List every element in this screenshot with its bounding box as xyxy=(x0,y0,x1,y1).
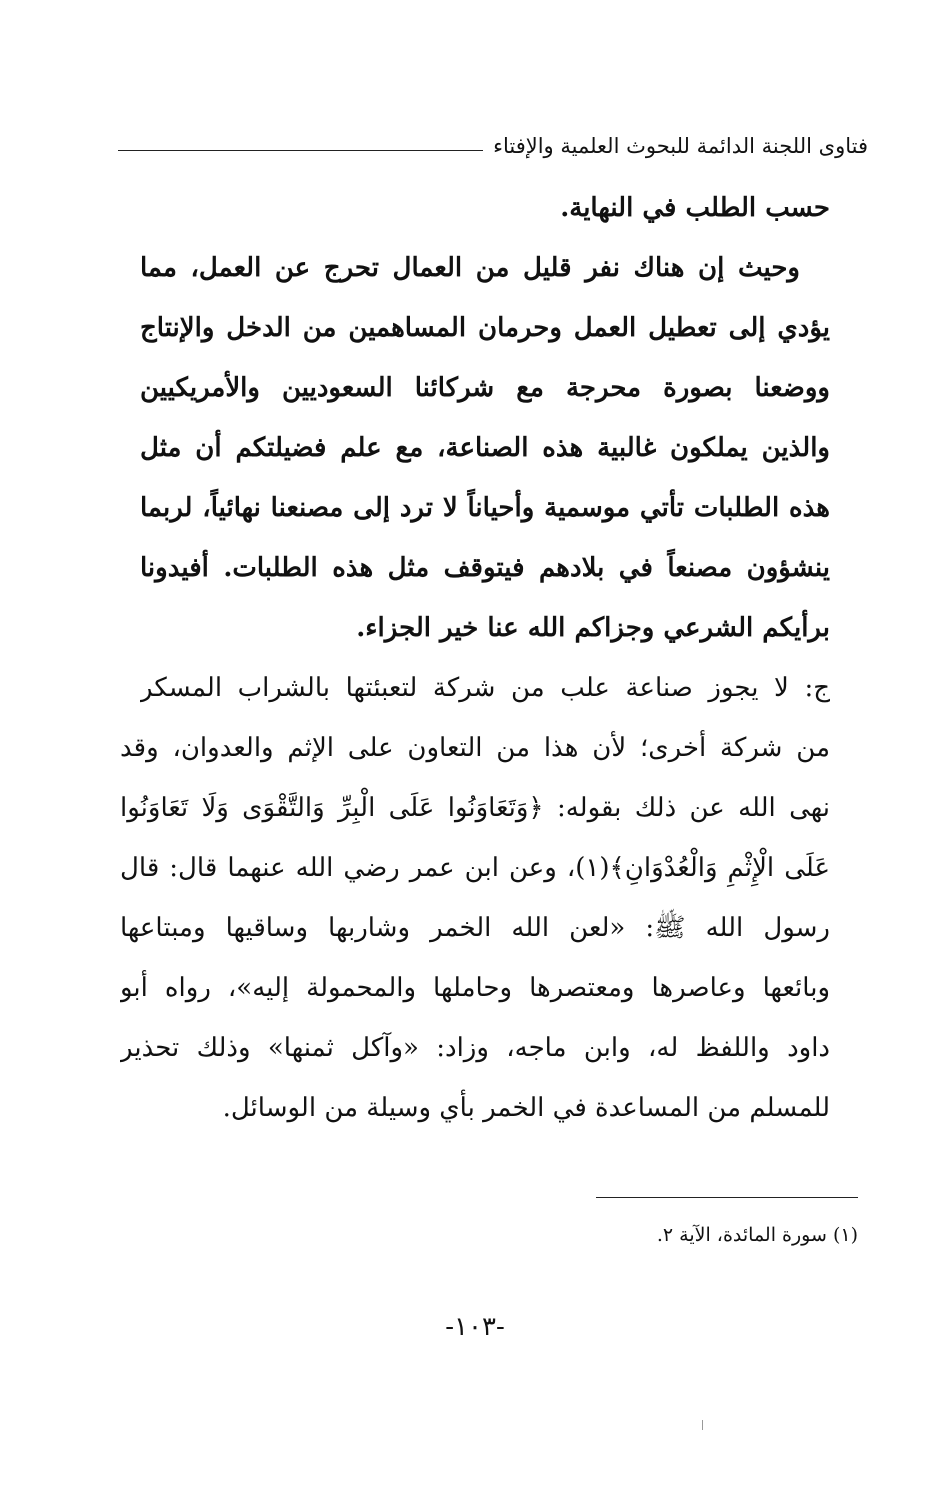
question-line-1: حسب الطلب في النهاية. xyxy=(560,193,830,223)
header-title: فتاوى اللجنة الدائمة للبحوث العلمية والإفتاء xyxy=(493,133,868,158)
footnote: (١) سورة المائدة، الآية ٢. xyxy=(656,1224,858,1246)
question-line-2: وحيث إن هناك نفر قليل من العمال تحرج عن العمل، مما xyxy=(140,253,800,283)
answer-line-6-hadith: وبائعها وعاصرها ومعتصرها وحاملها والمحمولة إليه»، رواه أبو xyxy=(120,973,830,1003)
question-line-6: هذه الطلبات تأتي موسمية وأحياناً لا ترد إلى مصنعنا نهائياً، لربما xyxy=(140,493,830,523)
question-line-4: ووضعنا بصورة محرجة مع شركائنا السعوديين والأمريكيين xyxy=(140,373,830,403)
header-rule xyxy=(118,150,483,151)
scan-mark xyxy=(702,1420,703,1430)
answer-line-5-hadith: رسول الله ﷺ: «لعن الله الخمر وشاربها وساقيها ومبتاعها xyxy=(120,913,830,943)
fatwa-body xyxy=(120,178,830,1138)
page-number: -١٠٣- xyxy=(445,1312,505,1342)
footnote-rule xyxy=(596,1197,858,1198)
answer-line-1: ج: لا يجوز صناعة علب من شركة لتعبئتها بالشراب المسكر xyxy=(140,673,830,703)
answer-line-2: من شركة أخرى؛ لأن هذا من التعاون على الإثم والعدوان، وقد xyxy=(120,733,830,763)
question-line-3: يؤدي إلى تعطيل العمل وحرمان المساهمين من الدخل والإنتاج xyxy=(140,313,830,343)
answer-line-8: للمسلم من المساعدة في الخمر بأي وسيلة من الوسائل. xyxy=(222,1093,830,1123)
question-line-8: برأيكم الشرعي وجزاكم الله عنا خير الجزاء. xyxy=(356,613,830,643)
answer-line-7: داود واللفظ له، وابن ماجه، وزاد: «وآكل ثمنها» وذلك تحذير xyxy=(120,1033,830,1063)
running-header xyxy=(118,126,868,166)
question-line-5: والذين يملكون غالبية هذه الصناعة، مع علم فضيلتكم أن مثل xyxy=(140,433,830,463)
answer-line-3-quran: نهى الله عن ذلك بقوله: ﴿وَتَعَاوَنُوا عَلَى الْبِرِّ وَالتَّقْوَى وَلَا تَعَاوَنُوا xyxy=(120,793,830,823)
answer-line-4-quran: عَلَى الْإِثْمِ وَالْعُدْوَانِ﴾(١)، وعن ابن عمر رضي الله عنهما قال: قال xyxy=(120,853,830,883)
question-line-7: ينشؤون مصنعاً في بلادهم فيتوقف مثل هذه الطلبات. أفيدونا xyxy=(140,553,830,583)
